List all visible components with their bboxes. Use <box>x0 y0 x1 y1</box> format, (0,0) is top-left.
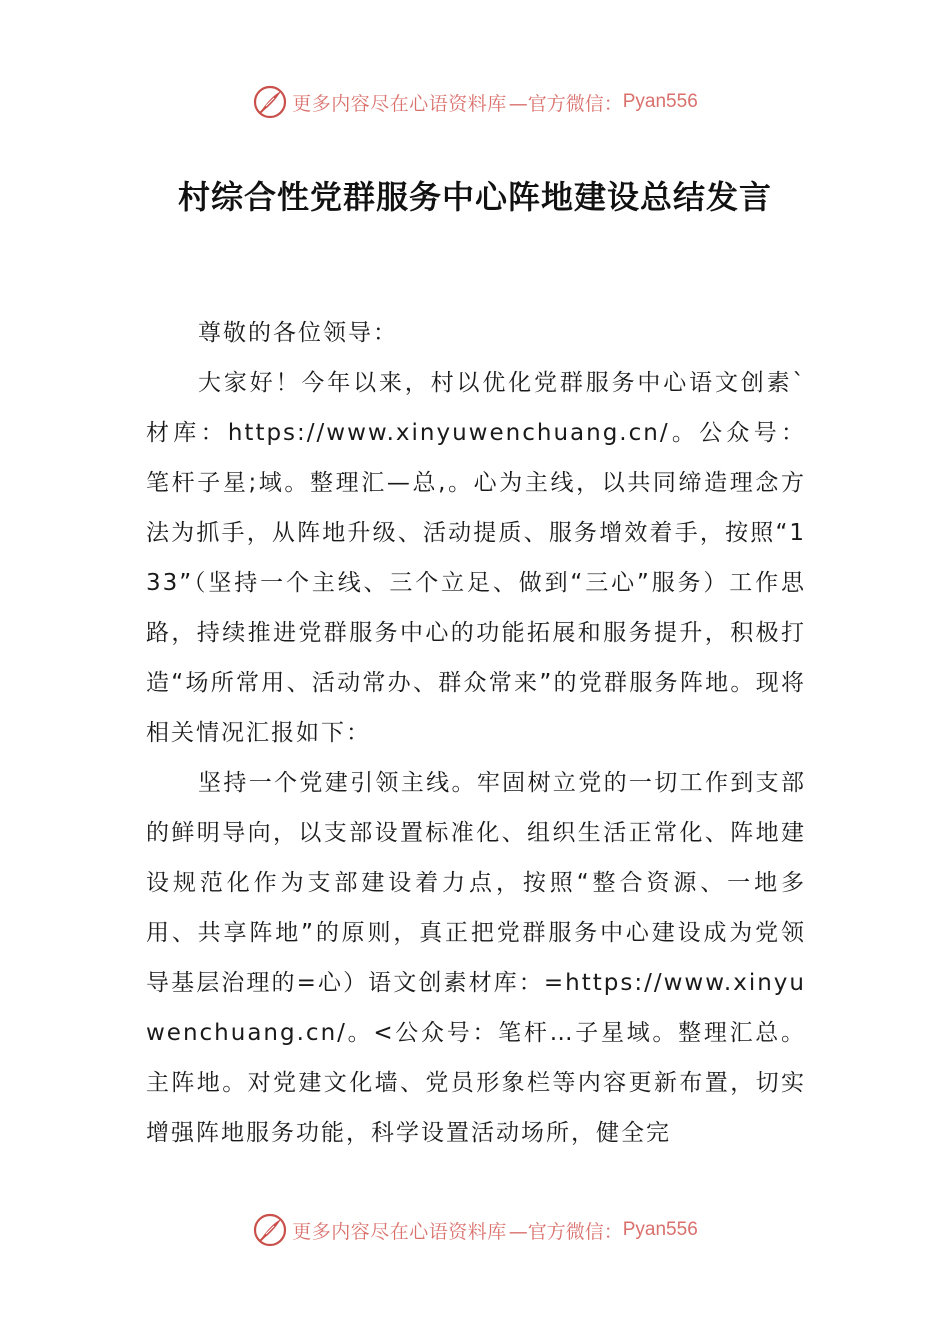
footer-watermark-banner <box>0 1210 950 1250</box>
banner-text-wechat-label: —官方微信： <box>508 1220 623 1243</box>
body-paragraph: 大家好！今年以来，村以优化党群服务中心语文创素`材库：https://www.xinyuwenchuang.cn/。公众号：笔杆子星;域。整理汇—总,。心为主线，以共同缔造理念方法为抓手，从阵地升级、活动提质、服务增效着手，按照“133”（坚持一个主线、三个立足、做到“三心”服务）工作思路，持续推进党群服务中心的功能拓展和服务提升，积极打造“场所常用、活动常办、群众常来”的党群服务阵地。现将相关情况汇报如下： <box>146 370 806 746</box>
banner-text-wechat-label: —官方微信： <box>508 92 623 115</box>
banner-text-main: 更多内容尽在心语资料库 <box>292 92 507 115</box>
document-title: 村综合性党群服务中心阵地建设总结发言 <box>177 178 772 216</box>
quill-pen-logo-icon <box>252 84 288 120</box>
body-paragraph: 坚持一个党建引领主线。牢固树立党的一切工作到支部的鲜明导向，以支部设置标准化、组织生活正常化、阵地建设规范化作为支部建设着力点，按照“整合资源、一地多用、共享阵地”的原则，真正把党群服务中心建设成为党领导基层治理的=心）语文创素材库：=https://www.xinyuwenchuang.cn/。<公众号：笔杆…子星域。整理汇总。主阵地。对党建文化墙、党员形象栏等内容更新布置，切实增强阵地服务功能，科学设置活动场所，健全完 <box>146 770 806 1146</box>
quill-pen-logo-icon <box>252 1212 288 1248</box>
header-watermark-banner <box>0 82 950 122</box>
banner-text-main: 更多内容尽在心语资料库 <box>292 1220 507 1243</box>
salutation: 尊敬的各位领导： <box>198 320 398 346</box>
document-body <box>146 308 806 1158</box>
banner-text-wechat-id: Pyan556 <box>622 1219 698 1240</box>
banner-text-wechat-id: Pyan556 <box>622 91 698 112</box>
